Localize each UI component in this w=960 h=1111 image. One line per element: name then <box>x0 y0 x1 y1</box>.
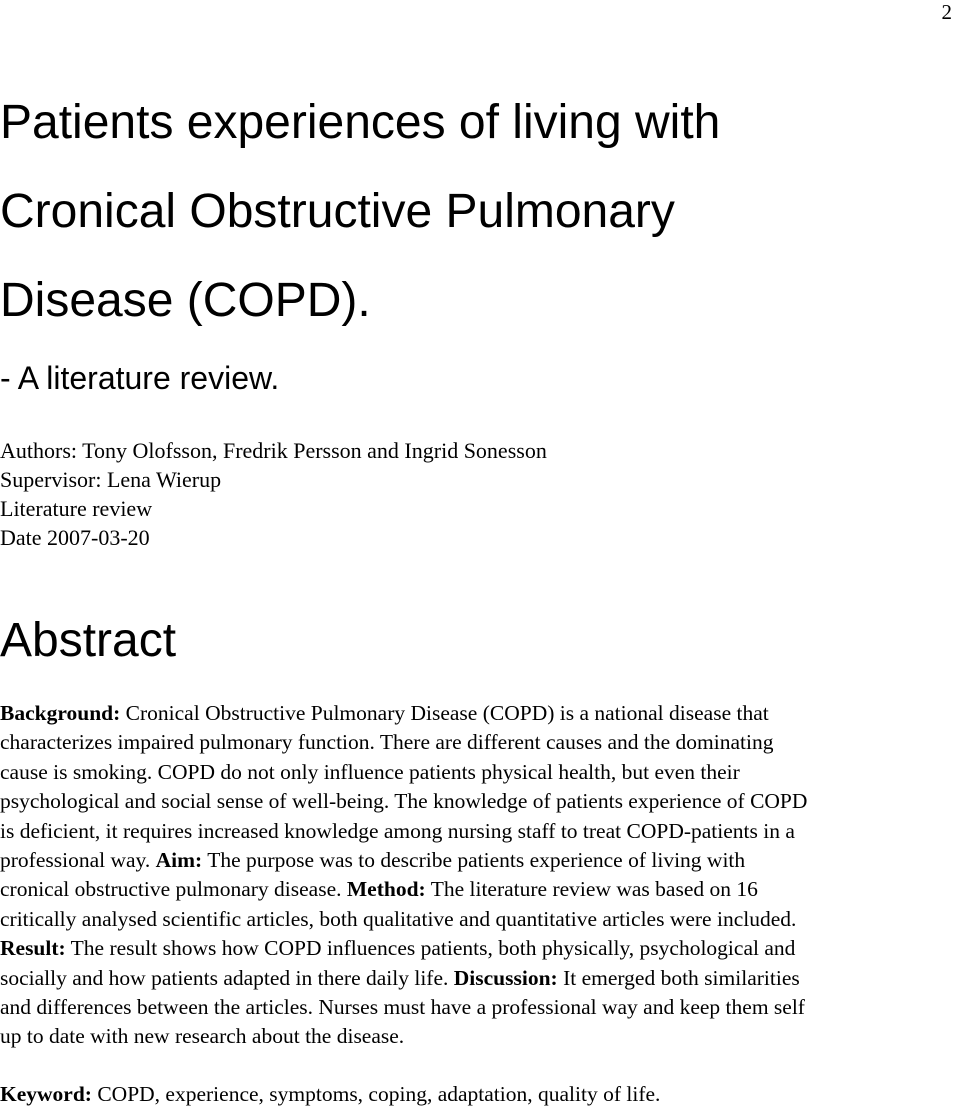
abstract-line <box>0 787 960 816</box>
abstract-text: Cronical Obstructive Pulmonary Disease (COPD) is a national disease that <box>120 701 769 725</box>
abstract-text: cronical obstructive pulmonary disease. <box>0 877 347 902</box>
document-meta <box>0 436 547 552</box>
document-type-line: Literature review <box>0 496 153 521</box>
abstract-section-label: Result: <box>0 936 66 961</box>
title-line: Disease (COPD). <box>0 274 371 327</box>
abstract-line <box>0 817 960 846</box>
abstract-text: is deficient, it requires increased knowledge among nursing staff to treat COPD-patients in a <box>0 818 795 843</box>
abstract-section-label: Aim: <box>155 848 203 873</box>
abstract-line <box>0 905 960 934</box>
abstract-section-label: Discussion: <box>453 965 558 990</box>
abstract-text: The literature review was based on 16 <box>425 877 758 902</box>
keywords-label: Keyword: <box>0 1082 92 1106</box>
abstract-text: psychological and social sense of well-being. The knowledge of patients experience of COPD <box>0 789 808 814</box>
abstract-line <box>0 875 960 904</box>
abstract-line <box>0 699 960 728</box>
authors-line: Authors: Tony Olofsson, Fredrik Persson and Ingrid Sonesson <box>0 438 547 463</box>
abstract-text: characterizes impaired pulmonary function. There are different causes and the dominating <box>0 730 774 755</box>
date-line: Date 2007-03-20 <box>0 525 150 550</box>
abstract-text: up to date with new research about the disease. <box>0 1024 405 1049</box>
document-title <box>0 78 950 345</box>
abstract-line <box>0 993 960 1022</box>
abstract-line <box>0 964 960 993</box>
abstract-text: professional way. <box>0 848 156 873</box>
abstract-text: It emerged both similarities <box>557 965 800 990</box>
abstract-section-label: Method: <box>346 877 426 902</box>
abstract-line <box>0 934 960 963</box>
abstract-line <box>0 758 960 787</box>
supervisor-line: Supervisor: Lena Wierup <box>0 467 222 492</box>
abstract-text: cause is smoking. COPD do not only influence patients physical health, but even their <box>0 759 740 784</box>
abstract-line <box>0 1022 960 1051</box>
title-line: Patients experiences of living with <box>0 96 721 149</box>
abstract-text: socially and how patients adapted in there daily life. <box>0 965 454 990</box>
title-line: Cronical Obstructive Pulmonary <box>0 185 675 238</box>
page-number: 2 <box>941 0 952 24</box>
abstract-text: and differences between the articles. Nurses must have a professional way and keep them self <box>0 995 805 1020</box>
abstract-text: critically analysed scientific articles, both qualitative and quantitative articles were included. <box>0 906 797 931</box>
abstract-line <box>0 728 960 757</box>
abstract-line <box>0 846 960 875</box>
keywords-line <box>0 1080 660 1109</box>
abstract-text: The purpose was to describe patients experience of living with <box>202 848 746 873</box>
document-subtitle: - A literature review. <box>0 360 280 396</box>
abstract-section-label: Background: <box>0 701 121 725</box>
abstract-text: The result shows how COPD influences patients, both physically, psychological and <box>65 936 796 961</box>
keywords-text: COPD, experience, symptoms, coping, adaptation, quality of life. <box>91 1082 661 1106</box>
abstract-body <box>0 699 960 1052</box>
abstract-heading: Abstract <box>0 614 177 667</box>
